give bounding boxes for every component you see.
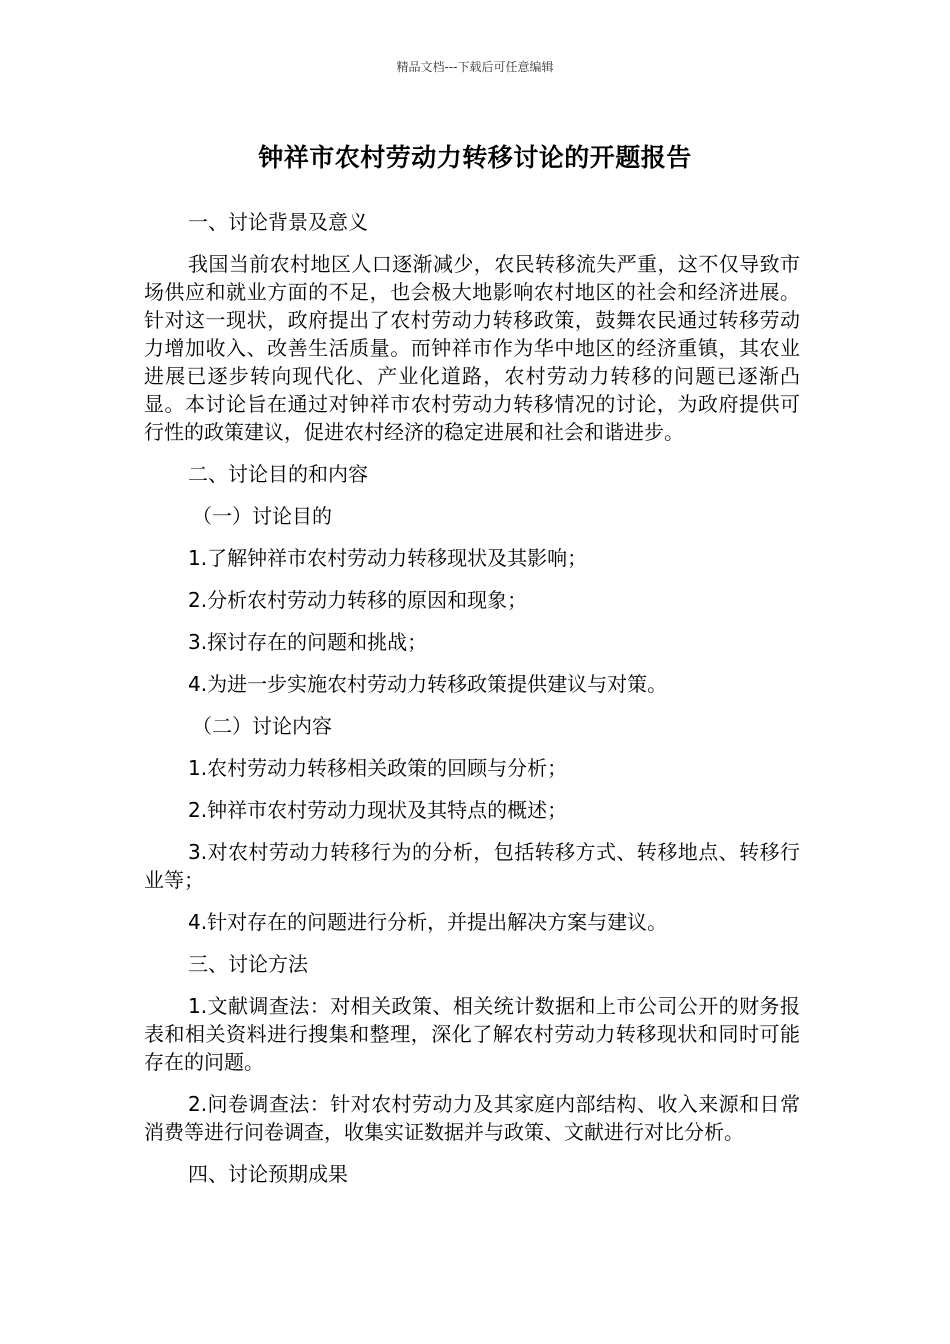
- document-body: [144, 208, 800, 1202]
- list-item-goal: 1.了解钟祥市农村劳动力转移现状及其影响；: [188, 546, 588, 570]
- list-item-content: 3.对农村劳动力转移行为的分析，包括转移方式、转移地点、转移行业等；: [144, 840, 800, 892]
- page-header: 精品文档---下载后可任意编辑: [396, 60, 554, 74]
- subsection-heading-content: （二）讨论内容: [192, 714, 332, 738]
- list-item-goal: 4.为进一步实施农村劳动力转移政策提供建议与对策。: [188, 672, 668, 696]
- document-title: 钟祥市农村劳动力转移讨论的开题报告: [258, 143, 692, 172]
- list-item-goal: 2.分析农村劳动力转移的原因和现象；: [188, 588, 528, 612]
- list-item-content: 2.钟祥市农村劳动力现状及其特点的概述；: [188, 798, 568, 822]
- section-heading-expected-results: 四、讨论预期成果: [188, 1162, 348, 1186]
- section-heading-methods: 三、讨论方法: [188, 952, 308, 976]
- list-item-method: 2.问卷调查法：针对农村劳动力及其家庭内部结构、收入来源和日常消费等进行问卷调查，收集实证数据并与政策、文献进行对比分析。: [144, 1092, 800, 1144]
- subsection-heading-purpose: （一）讨论目的: [192, 504, 332, 528]
- list-item-goal: 3.探讨存在的问题和挑战；: [188, 630, 428, 654]
- list-item-content: 1.农村劳动力转移相关政策的回顾与分析；: [188, 756, 568, 780]
- paragraph-background: 我国当前农村地区人口逐渐减少，农民转移流失严重，这不仅导致市场供应和就业方面的不足，也会极大地影响农村地区的社会和经济进展。针对这一现状，政府提出了农村劳动力转移政策，鼓舞农民通过转移劳动力增加收入、改善生活质量。而钟祥市作为华中地区的经济重镇，其农业进展已逐步转向现代化、产业化道路，农村劳动力转移的问题已逐渐凸显。本讨论旨在通过对钟祥市农村劳动力转移情况的讨论，为政府提供可行性的政策建议，促进农村经济的稳定进展和社会和谐进步。: [144, 252, 800, 444]
- section-heading-background: 一、讨论背景及意义: [188, 210, 368, 234]
- list-item-content: 4.针对存在的问题进行分析，并提出解决方案与建议。: [188, 910, 668, 934]
- section-heading-purpose-content: 二、讨论目的和内容: [188, 462, 368, 486]
- list-item-method: 1.文献调查法：对相关政策、相关统计数据和上市公司公开的财务报表和相关资料进行搜集和整理，深化了解农村劳动力转移现状和同时可能存在的问题。: [144, 994, 800, 1074]
